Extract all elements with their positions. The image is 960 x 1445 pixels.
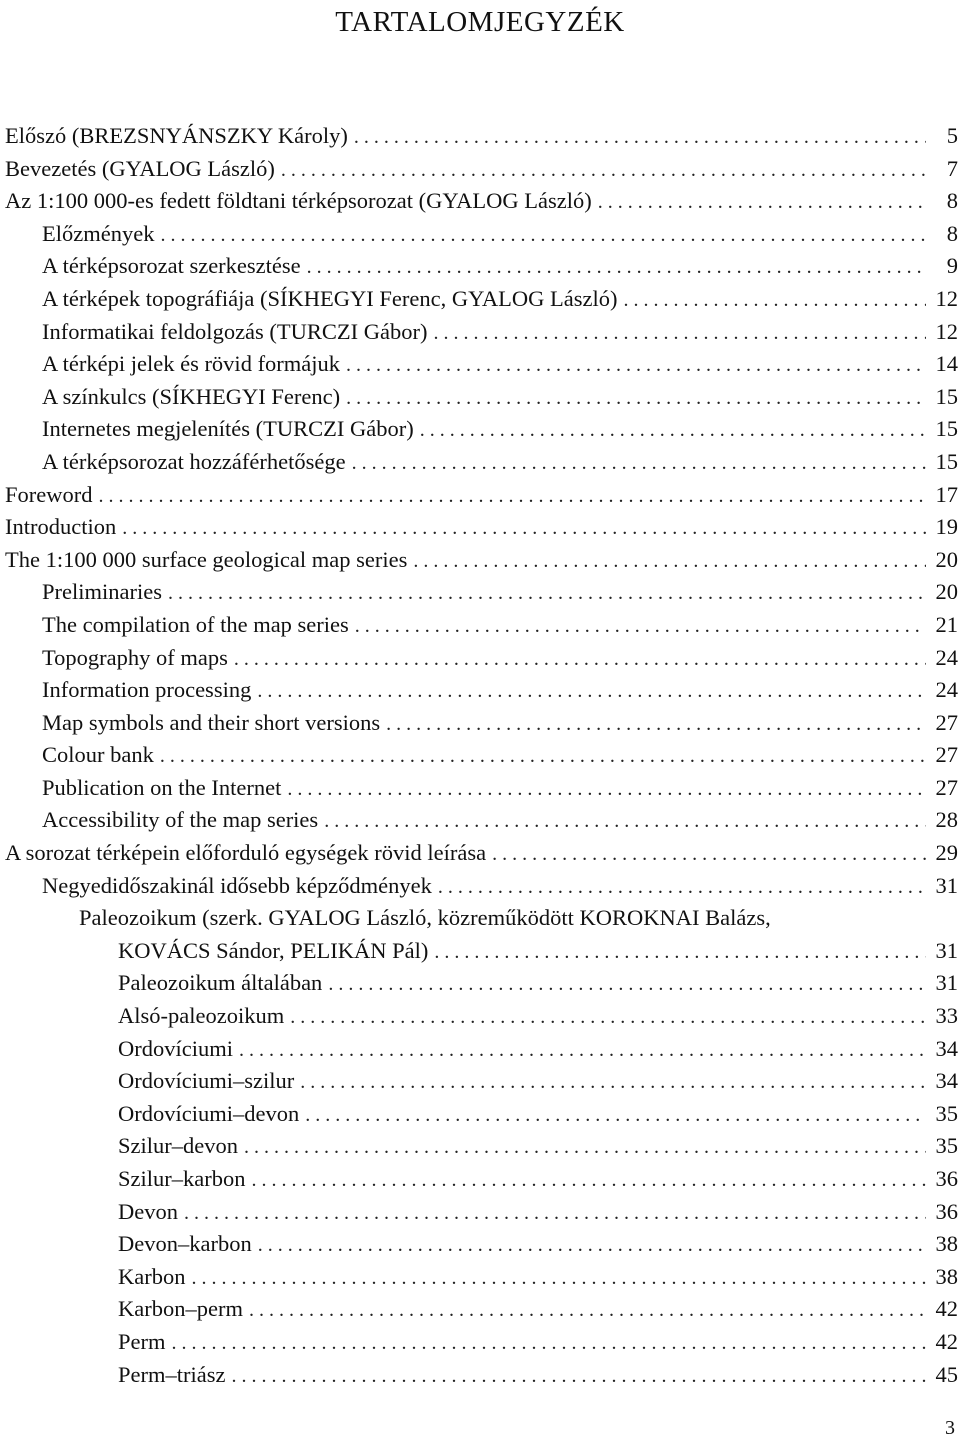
toc-entry: [5, 413, 958, 446]
toc-entry-page: 34: [935, 1068, 958, 1094]
toc-entry-page: 24: [935, 677, 958, 703]
dot-leader: [434, 936, 926, 968]
toc-entry: [5, 707, 958, 740]
toc-entry: [5, 1098, 958, 1131]
toc-entry-page: 15: [935, 416, 958, 442]
toc-entry-page: 20: [935, 579, 958, 605]
dot-leader: [172, 1327, 927, 1359]
dot-leader: [290, 1001, 926, 1033]
toc-entry-page: 20: [935, 546, 958, 572]
toc-entry-title: A térképsorozat hozzáférhetősége: [42, 448, 346, 474]
dot-leader: [305, 1099, 926, 1131]
toc-entry-title: Paleozoikum (szerk. GYALOG László, közreműködött KOROKNAI Balázs,: [79, 905, 771, 931]
dot-leader: [346, 382, 926, 414]
toc-entry-page: 14: [935, 351, 958, 377]
toc-entry: [5, 348, 958, 381]
toc-entry: [5, 511, 958, 544]
toc-entry-page: 34: [935, 1035, 958, 1061]
dot-leader: [249, 1294, 926, 1326]
dot-leader: [346, 349, 926, 381]
toc-entry-title: Az 1:100 000-es fedett földtani térképsorozat (GYALOG László): [5, 188, 592, 214]
dot-leader: [257, 675, 926, 707]
dot-leader: [122, 512, 926, 544]
toc-entry-title: Information processing: [42, 677, 252, 703]
toc-entry-title: Szilur–karbon: [118, 1166, 246, 1191]
dot-leader: [598, 186, 926, 218]
toc-entry-title: A sorozat térképein előforduló egységek rövid leírása: [5, 840, 487, 866]
toc-entry-title: Karbon–perm: [118, 1296, 243, 1322]
toc-entry-title: A színkulcs (SÍKHEGYI Ferenc): [42, 383, 341, 409]
dot-leader: [244, 1131, 926, 1163]
toc-entry: [5, 250, 958, 283]
toc-entry: [5, 1000, 958, 1033]
toc-entry: [5, 935, 958, 968]
toc-entry-title: A térképi jelek és rövid formájuk: [42, 351, 341, 377]
toc-entry-page: 35: [935, 1100, 958, 1126]
toc-entry-title: Introduction: [5, 514, 117, 540]
toc-entry: [5, 1228, 958, 1261]
toc-entry-title: Publication on the Internet: [42, 774, 282, 800]
toc-entry-title: Bevezetés (GYALOG László): [5, 155, 275, 181]
toc-entry: [5, 870, 958, 903]
toc-entry-title: A térképsorozat szerkesztése: [42, 253, 301, 279]
toc-entry-title: Karbon: [118, 1263, 186, 1289]
toc-entry: [5, 1065, 958, 1098]
toc-entry-page: 7: [946, 155, 958, 181]
toc-entry: [5, 1033, 958, 1066]
dot-leader: [160, 740, 926, 772]
toc-entry-title: Szilur–devon: [118, 1133, 238, 1159]
toc-entry: [5, 1261, 958, 1294]
toc-entry-title: Előszó (BREZSNYÁNSZKY Károly): [5, 123, 348, 148]
page-title: TARTALOMJEGYZÉK: [335, 6, 625, 38]
dot-leader: [168, 577, 926, 609]
toc-entry-page: 31: [935, 872, 958, 898]
toc-entry-title: Preliminaries: [42, 579, 162, 605]
dot-leader: [420, 414, 926, 446]
toc-entry-title: Foreword: [5, 481, 93, 507]
toc-entry-page: 15: [935, 448, 958, 474]
dot-leader: [239, 1034, 926, 1066]
toc-entry: [5, 1130, 958, 1163]
dot-leader: [287, 773, 926, 805]
toc-entry: [5, 804, 958, 837]
toc-entry-page: 5: [946, 123, 958, 148]
toc-entry: [5, 153, 958, 186]
toc-entry: [5, 674, 958, 707]
toc-entry-page: 17: [935, 481, 958, 507]
toc-entry-page: 36: [935, 1166, 958, 1191]
toc-entry-title: Devon–karbon: [118, 1231, 252, 1257]
dot-leader: [160, 219, 926, 251]
toc-entry-title: Informatikai feldolgozás (TURCZI Gábor): [42, 318, 428, 344]
toc-entry: [5, 316, 958, 349]
dot-leader: [413, 545, 926, 577]
dot-leader: [258, 1229, 926, 1261]
toc-entry-title: The compilation of the map series: [42, 611, 349, 637]
toc-entry: [5, 642, 958, 675]
toc-entry: [5, 120, 958, 153]
toc-entry-page: 12: [935, 285, 958, 311]
toc-entry-page: 19: [935, 514, 958, 540]
dot-leader: [184, 1197, 926, 1229]
toc-entry: [5, 902, 958, 935]
toc-entry-page: 24: [935, 644, 958, 670]
dot-leader: [281, 154, 926, 186]
table-of-contents: [5, 120, 958, 1391]
dot-leader: [492, 838, 926, 870]
page-number: 3: [945, 1417, 955, 1439]
toc-entry-title: Alsó-paleozoikum: [118, 1003, 285, 1029]
dot-leader: [231, 1360, 926, 1392]
toc-entry: [5, 1196, 958, 1229]
toc-entry-title: Paleozoikum általában: [118, 970, 323, 996]
toc-entry: [5, 446, 958, 479]
toc-entry: [5, 1293, 958, 1326]
toc-entry-title: Negyedidőszakinál idősebb képződmények: [42, 872, 432, 898]
toc-entry-page: 8: [946, 188, 958, 214]
toc-entry-page: 27: [935, 742, 958, 768]
toc-entry-title: Ordovíciumi–szilur: [118, 1068, 295, 1094]
toc-entry-page: 42: [935, 1328, 958, 1354]
toc-entry-page: 9: [946, 253, 958, 279]
toc-entry-title: Ordovíciumi–devon: [118, 1100, 300, 1126]
dot-leader: [623, 284, 926, 316]
dot-leader: [307, 251, 926, 283]
toc-entry: [5, 381, 958, 414]
dot-leader: [354, 121, 926, 153]
toc-entry-title: Accessibility of the map series: [42, 807, 319, 833]
toc-entry-page: 28: [935, 807, 958, 833]
toc-entry-title: Colour bank: [42, 742, 154, 768]
toc-entry-title: Perm: [118, 1328, 166, 1354]
toc-entry-page: 27: [935, 709, 958, 735]
toc-entry-page: 21: [935, 611, 958, 637]
toc-entry-page: 38: [935, 1231, 958, 1257]
dot-leader: [251, 1164, 926, 1196]
toc-entry: [5, 185, 958, 218]
toc-entry: [5, 479, 958, 512]
toc-entry-page: 35: [935, 1133, 958, 1159]
dot-leader: [328, 968, 926, 1000]
toc-entry-page: 45: [935, 1361, 958, 1387]
dot-leader: [352, 447, 926, 479]
toc-entry-title: Ordovíciumi: [118, 1035, 233, 1061]
dot-leader: [191, 1262, 926, 1294]
toc-entry: [5, 772, 958, 805]
dot-leader: [355, 610, 926, 642]
toc-entry-page: 27: [935, 774, 958, 800]
toc-entry-title: Internetes megjelenítés (TURCZI Gábor): [42, 416, 414, 442]
toc-entry-title: KOVÁCS Sándor, PELIKÁN Pál): [118, 937, 429, 963]
toc-entry-page: 31: [935, 937, 958, 963]
toc-entry-page: 12: [935, 318, 958, 344]
toc-entry-page: 33: [935, 1003, 958, 1029]
toc-entry-title: Map symbols and their short versions: [42, 709, 381, 735]
dot-leader: [98, 480, 926, 512]
toc-entry-page: 38: [935, 1263, 958, 1289]
toc-entry-page: 36: [935, 1198, 958, 1224]
toc-entry: [5, 218, 958, 251]
toc-entry: [5, 609, 958, 642]
toc-entry-title: The 1:100 000 surface geological map series: [5, 546, 408, 572]
toc-entry-title: Topography of maps: [42, 644, 228, 670]
toc-entry-title: Perm–triász: [118, 1361, 226, 1387]
dot-leader: [234, 643, 926, 675]
toc-entry-page: 8: [946, 220, 958, 246]
toc-entry: [5, 576, 958, 609]
toc-entry: [5, 1359, 958, 1392]
toc-entry-page: 15: [935, 383, 958, 409]
toc-entry-title: Devon: [118, 1198, 178, 1224]
toc-entry-title: A térképek topográfiája (SÍKHEGYI Ferenc, GYALOG László): [42, 285, 618, 311]
dot-leader: [434, 317, 927, 349]
toc-entry-page: 42: [935, 1296, 958, 1322]
toc-entry: [5, 837, 958, 870]
dot-leader: [300, 1066, 926, 1098]
toc-entry: [5, 544, 958, 577]
toc-entry: [5, 283, 958, 316]
toc-entry: [5, 967, 958, 1000]
toc-entry-page: 31: [935, 970, 958, 996]
dot-leader: [324, 805, 926, 837]
toc-entry-title: Előzmények: [42, 220, 155, 246]
toc-entry: [5, 1326, 958, 1359]
dot-leader: [386, 708, 926, 740]
toc-entry: [5, 739, 958, 772]
toc-entry: [5, 1163, 958, 1196]
dot-leader: [438, 871, 926, 903]
toc-entry-page: 29: [935, 840, 958, 866]
